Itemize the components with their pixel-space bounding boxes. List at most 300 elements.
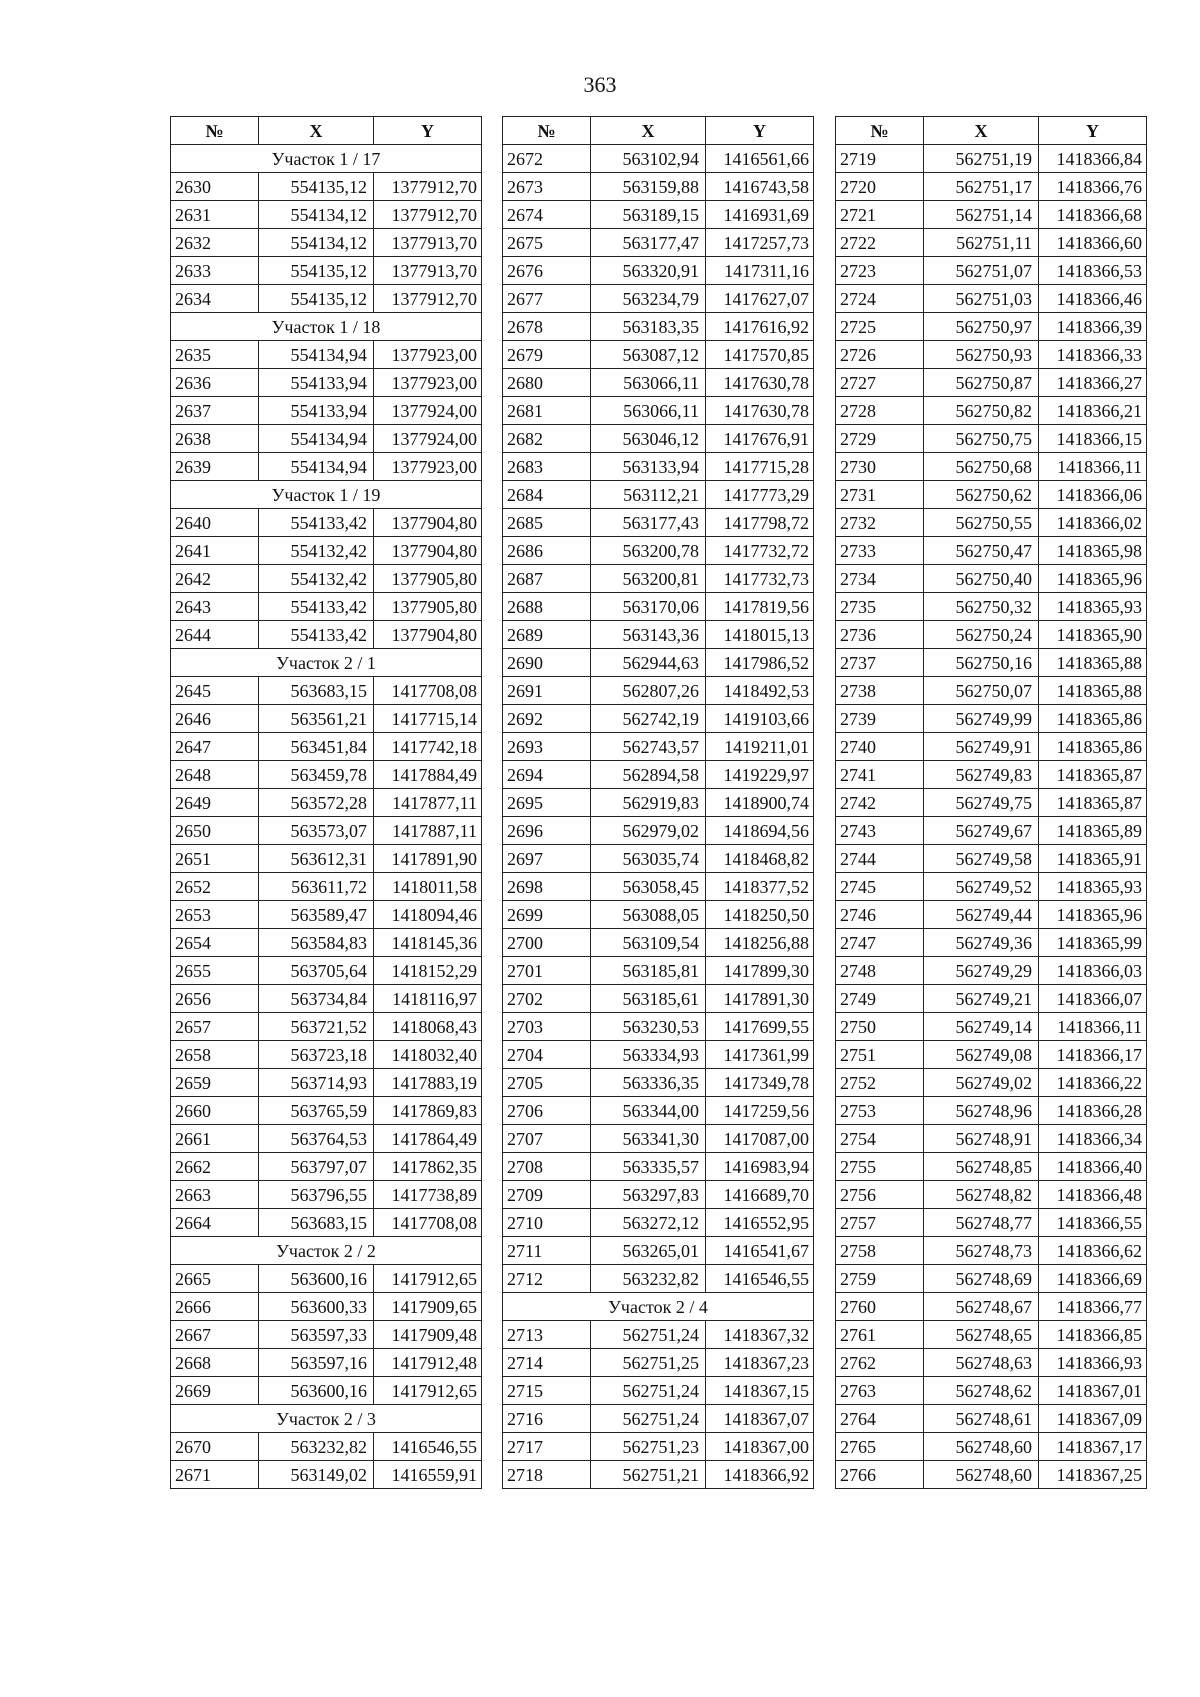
point-number: 2631: [171, 201, 259, 229]
y-coordinate: 1417862,35: [374, 1153, 482, 1181]
y-coordinate: 1418116,97: [374, 985, 482, 1013]
y-coordinate: 1377904,80: [374, 509, 482, 537]
y-coordinate: 1418377,52: [706, 873, 814, 901]
y-coordinate: 1418366,76: [1039, 173, 1147, 201]
x-coordinate: 554135,12: [259, 257, 374, 285]
section-row: [171, 649, 482, 677]
point-number: 2662: [171, 1153, 259, 1181]
table-row: [503, 1069, 814, 1097]
section-title: Участок 1 / 19: [171, 481, 482, 509]
point-number: 2637: [171, 397, 259, 425]
table-row: [836, 929, 1147, 957]
y-coordinate: 1418366,03: [1039, 957, 1147, 985]
point-number: 2729: [836, 425, 924, 453]
x-coordinate: 563723,18: [259, 1041, 374, 1069]
x-coordinate: 563320,91: [591, 257, 706, 285]
point-number: 2693: [503, 733, 591, 761]
point-number: 2756: [836, 1181, 924, 1209]
y-coordinate: 1377912,70: [374, 201, 482, 229]
x-coordinate: 554132,42: [259, 537, 374, 565]
y-coordinate: 1418366,92: [706, 1461, 814, 1489]
table-row: [836, 621, 1147, 649]
table-row: [836, 1153, 1147, 1181]
point-number: 2723: [836, 257, 924, 285]
table-row: [171, 425, 482, 453]
y-coordinate: 1416689,70: [706, 1181, 814, 1209]
point-number: 2751: [836, 1041, 924, 1069]
x-coordinate: 563334,93: [591, 1041, 706, 1069]
y-coordinate: 1416931,69: [706, 201, 814, 229]
x-coordinate: 563451,84: [259, 733, 374, 761]
table-row: [836, 845, 1147, 873]
x-coordinate: 563183,35: [591, 313, 706, 341]
y-coordinate: 1417887,11: [374, 817, 482, 845]
y-coordinate: 1377913,70: [374, 257, 482, 285]
table-row: [503, 1349, 814, 1377]
section-title: Участок 2 / 2: [171, 1237, 482, 1265]
x-coordinate: 562749,91: [924, 733, 1039, 761]
table-row: [171, 1377, 482, 1405]
y-coordinate: 1418366,60: [1039, 229, 1147, 257]
y-coordinate: 1418492,53: [706, 677, 814, 705]
x-coordinate: 563200,78: [591, 537, 706, 565]
y-coordinate: 1417912,65: [374, 1377, 482, 1405]
y-coordinate: 1418367,09: [1039, 1405, 1147, 1433]
y-coordinate: 1418366,85: [1039, 1321, 1147, 1349]
point-number: 2733: [836, 537, 924, 565]
point-number: 2749: [836, 985, 924, 1013]
table-row: [503, 229, 814, 257]
table-row: [503, 649, 814, 677]
table-row: [503, 1237, 814, 1265]
point-number: 2649: [171, 789, 259, 817]
table-row: [503, 397, 814, 425]
point-number: 2692: [503, 705, 591, 733]
table-row: [836, 369, 1147, 397]
y-coordinate: 1417630,78: [706, 397, 814, 425]
x-coordinate: 554134,94: [259, 341, 374, 369]
table-header-row: [836, 117, 1147, 145]
x-coordinate: 562748,65: [924, 1321, 1039, 1349]
x-coordinate: 554134,12: [259, 229, 374, 257]
x-coordinate: 563189,15: [591, 201, 706, 229]
point-number: 2717: [503, 1433, 591, 1461]
header-num: №: [171, 117, 259, 145]
y-coordinate: 1417616,92: [706, 313, 814, 341]
point-number: 2739: [836, 705, 924, 733]
point-number: 2644: [171, 621, 259, 649]
x-coordinate: 562748,96: [924, 1097, 1039, 1125]
table-row: [171, 229, 482, 257]
x-coordinate: 562751,17: [924, 173, 1039, 201]
y-coordinate: 1417699,55: [706, 1013, 814, 1041]
x-coordinate: 563232,82: [591, 1265, 706, 1293]
table-row: [836, 1293, 1147, 1321]
y-coordinate: 1418365,89: [1039, 817, 1147, 845]
point-number: 2740: [836, 733, 924, 761]
table-row: [171, 1069, 482, 1097]
table-row: [836, 817, 1147, 845]
table-row: [503, 593, 814, 621]
point-number: 2670: [171, 1433, 259, 1461]
y-coordinate: 1418366,55: [1039, 1209, 1147, 1237]
x-coordinate: 563336,35: [591, 1069, 706, 1097]
table-row: [836, 1461, 1147, 1489]
table-row: [171, 1125, 482, 1153]
x-coordinate: 563230,53: [591, 1013, 706, 1041]
table-row: [836, 1405, 1147, 1433]
point-number: 2659: [171, 1069, 259, 1097]
point-number: 2712: [503, 1265, 591, 1293]
point-number: 2694: [503, 761, 591, 789]
point-number: 2752: [836, 1069, 924, 1097]
point-number: 2731: [836, 481, 924, 509]
y-coordinate: 1418365,86: [1039, 733, 1147, 761]
x-coordinate: 562749,02: [924, 1069, 1039, 1097]
point-number: 2668: [171, 1349, 259, 1377]
point-number: 2747: [836, 929, 924, 957]
point-number: 2732: [836, 509, 924, 537]
point-number: 2639: [171, 453, 259, 481]
point-number: 2766: [836, 1461, 924, 1489]
y-coordinate: 1418011,58: [374, 873, 482, 901]
table-row: [836, 1013, 1147, 1041]
y-coordinate: 1417986,52: [706, 649, 814, 677]
point-number: 2688: [503, 593, 591, 621]
point-number: 2656: [171, 985, 259, 1013]
point-number: 2658: [171, 1041, 259, 1069]
point-number: 2713: [503, 1321, 591, 1349]
table-row: [503, 201, 814, 229]
y-coordinate: 1418365,96: [1039, 901, 1147, 929]
table-row: [836, 1349, 1147, 1377]
table-row: [503, 733, 814, 761]
y-coordinate: 1417909,65: [374, 1293, 482, 1321]
y-coordinate: 1417630,78: [706, 369, 814, 397]
section-row: [171, 1237, 482, 1265]
y-coordinate: 1418366,15: [1039, 425, 1147, 453]
y-coordinate: 1417909,48: [374, 1321, 482, 1349]
x-coordinate: 563088,05: [591, 901, 706, 929]
point-number: 2673: [503, 173, 591, 201]
section-row: [171, 313, 482, 341]
x-coordinate: 562751,07: [924, 257, 1039, 285]
y-coordinate: 1418015,13: [706, 621, 814, 649]
point-number: 2669: [171, 1377, 259, 1405]
point-number: 2715: [503, 1377, 591, 1405]
y-coordinate: 1417570,85: [706, 341, 814, 369]
x-coordinate: 554135,12: [259, 285, 374, 313]
point-number: 2647: [171, 733, 259, 761]
point-number: 2737: [836, 649, 924, 677]
table-row: [503, 425, 814, 453]
table-row: [836, 705, 1147, 733]
table-row: [836, 313, 1147, 341]
section-row: [171, 481, 482, 509]
y-coordinate: 1418367,01: [1039, 1377, 1147, 1405]
x-coordinate: 562742,19: [591, 705, 706, 733]
y-coordinate: 1418367,32: [706, 1321, 814, 1349]
y-coordinate: 1418366,46: [1039, 285, 1147, 313]
point-number: 2760: [836, 1293, 924, 1321]
point-number: 2738: [836, 677, 924, 705]
table-row: [836, 285, 1147, 313]
x-coordinate: 563764,53: [259, 1125, 374, 1153]
point-number: 2700: [503, 929, 591, 957]
y-coordinate: 1417899,30: [706, 957, 814, 985]
table-row: [171, 1349, 482, 1377]
point-number: 2763: [836, 1377, 924, 1405]
table-row: [836, 1041, 1147, 1069]
point-number: 2704: [503, 1041, 591, 1069]
table-row: [503, 1461, 814, 1489]
x-coordinate: 562750,87: [924, 369, 1039, 397]
point-number: 2724: [836, 285, 924, 313]
table-row: [171, 509, 482, 537]
x-coordinate: 562748,63: [924, 1349, 1039, 1377]
table-row: [503, 873, 814, 901]
table-row: [171, 565, 482, 593]
table-row: [171, 1209, 482, 1237]
table-row: [503, 761, 814, 789]
table-row: [171, 1461, 482, 1489]
point-number: 2746: [836, 901, 924, 929]
x-coordinate: 563765,59: [259, 1097, 374, 1125]
table-row: [836, 1209, 1147, 1237]
y-coordinate: 1418468,82: [706, 845, 814, 873]
point-number: 2757: [836, 1209, 924, 1237]
point-number: 2671: [171, 1461, 259, 1489]
point-number: 2685: [503, 509, 591, 537]
table-row: [503, 705, 814, 733]
point-number: 2679: [503, 341, 591, 369]
point-number: 2653: [171, 901, 259, 929]
y-coordinate: 1418365,87: [1039, 789, 1147, 817]
table-row: [836, 425, 1147, 453]
x-coordinate: 563597,16: [259, 1349, 374, 1377]
x-coordinate: 563265,01: [591, 1237, 706, 1265]
section-row: [171, 145, 482, 173]
x-coordinate: 563796,55: [259, 1181, 374, 1209]
table-row: [171, 1433, 482, 1461]
section-title: Участок 2 / 1: [171, 649, 482, 677]
table-row: [171, 1013, 482, 1041]
point-number: 2683: [503, 453, 591, 481]
point-number: 2682: [503, 425, 591, 453]
point-number: 2680: [503, 369, 591, 397]
x-coordinate: 562750,24: [924, 621, 1039, 649]
point-number: 2714: [503, 1349, 591, 1377]
table-row: [836, 957, 1147, 985]
table-row: [503, 1377, 814, 1405]
x-coordinate: 562751,21: [591, 1461, 706, 1489]
y-coordinate: 1417361,99: [706, 1041, 814, 1069]
header-y: Y: [374, 117, 482, 145]
table-row: [503, 677, 814, 705]
x-coordinate: 562749,14: [924, 1013, 1039, 1041]
point-number: 2718: [503, 1461, 591, 1489]
point-number: 2765: [836, 1433, 924, 1461]
table-row: [503, 1321, 814, 1349]
point-number: 2697: [503, 845, 591, 873]
point-number: 2632: [171, 229, 259, 257]
point-number: 2689: [503, 621, 591, 649]
table-row: [836, 509, 1147, 537]
point-number: 2701: [503, 957, 591, 985]
x-coordinate: 562750,75: [924, 425, 1039, 453]
x-coordinate: 562748,82: [924, 1181, 1039, 1209]
point-number: 2645: [171, 677, 259, 705]
header-num: №: [503, 117, 591, 145]
point-number: 2764: [836, 1405, 924, 1433]
table-row: [171, 341, 482, 369]
point-number: 2722: [836, 229, 924, 257]
x-coordinate: 562748,91: [924, 1125, 1039, 1153]
table-row: [836, 397, 1147, 425]
x-coordinate: 562749,52: [924, 873, 1039, 901]
y-coordinate: 1418367,07: [706, 1405, 814, 1433]
y-coordinate: 1377924,00: [374, 397, 482, 425]
table-row: [836, 593, 1147, 621]
x-coordinate: 562749,29: [924, 957, 1039, 985]
x-coordinate: 563170,06: [591, 593, 706, 621]
y-coordinate: 1416561,66: [706, 145, 814, 173]
table-row: [171, 901, 482, 929]
point-number: 2754: [836, 1125, 924, 1153]
x-coordinate: 562749,44: [924, 901, 1039, 929]
table-row: [503, 789, 814, 817]
table-row: [836, 173, 1147, 201]
table-row: [503, 341, 814, 369]
point-number: 2696: [503, 817, 591, 845]
x-coordinate: 563109,54: [591, 929, 706, 957]
point-number: 2642: [171, 565, 259, 593]
y-coordinate: 1417257,73: [706, 229, 814, 257]
point-number: 2758: [836, 1237, 924, 1265]
y-coordinate: 1419103,66: [706, 705, 814, 733]
x-coordinate: 554134,94: [259, 425, 374, 453]
x-coordinate: 563066,11: [591, 397, 706, 425]
table-row: [836, 145, 1147, 173]
coordinates-table-3: [835, 116, 1147, 1489]
table-row: [503, 453, 814, 481]
x-coordinate: 562751,19: [924, 145, 1039, 173]
y-coordinate: 1418365,88: [1039, 677, 1147, 705]
point-number: 2664: [171, 1209, 259, 1237]
header-y: Y: [706, 117, 814, 145]
x-coordinate: 563714,93: [259, 1069, 374, 1097]
table-row: [503, 817, 814, 845]
point-number: 2633: [171, 257, 259, 285]
y-coordinate: 1377923,00: [374, 369, 482, 397]
y-coordinate: 1417864,49: [374, 1125, 482, 1153]
table-row: [171, 705, 482, 733]
x-coordinate: 562749,67: [924, 817, 1039, 845]
y-coordinate: 1418366,33: [1039, 341, 1147, 369]
x-coordinate: 563797,07: [259, 1153, 374, 1181]
coordinates-table-1: [170, 116, 482, 1489]
y-coordinate: 1377905,80: [374, 593, 482, 621]
x-coordinate: 562750,32: [924, 593, 1039, 621]
x-coordinate: 562748,67: [924, 1293, 1039, 1321]
x-coordinate: 554133,42: [259, 593, 374, 621]
x-coordinate: 562751,24: [591, 1321, 706, 1349]
point-number: 2703: [503, 1013, 591, 1041]
y-coordinate: 1416983,94: [706, 1153, 814, 1181]
y-coordinate: 1418367,00: [706, 1433, 814, 1461]
table-row: [503, 1013, 814, 1041]
point-number: 2744: [836, 845, 924, 873]
x-coordinate: 562748,77: [924, 1209, 1039, 1237]
point-number: 2650: [171, 817, 259, 845]
y-coordinate: 1418366,53: [1039, 257, 1147, 285]
table-row: [503, 1041, 814, 1069]
point-number: 2730: [836, 453, 924, 481]
table-row: [836, 901, 1147, 929]
y-coordinate: 1417869,83: [374, 1097, 482, 1125]
table-row: [836, 1125, 1147, 1153]
y-coordinate: 1418366,02: [1039, 509, 1147, 537]
x-coordinate: 554135,12: [259, 173, 374, 201]
point-number: 2684: [503, 481, 591, 509]
y-coordinate: 1417311,16: [706, 257, 814, 285]
x-coordinate: 562749,99: [924, 705, 1039, 733]
x-coordinate: 563149,02: [259, 1461, 374, 1489]
y-coordinate: 1418366,62: [1039, 1237, 1147, 1265]
y-coordinate: 1417259,56: [706, 1097, 814, 1125]
y-coordinate: 1418900,74: [706, 789, 814, 817]
header-x: X: [591, 117, 706, 145]
y-coordinate: 1416743,58: [706, 173, 814, 201]
x-coordinate: 563200,81: [591, 565, 706, 593]
table-row: [836, 229, 1147, 257]
table-row: [836, 1069, 1147, 1097]
x-coordinate: 563561,21: [259, 705, 374, 733]
y-coordinate: 1418366,17: [1039, 1041, 1147, 1069]
point-number: 2755: [836, 1153, 924, 1181]
coordinates-table-2: [502, 116, 814, 1489]
point-number: 2666: [171, 1293, 259, 1321]
x-coordinate: 562751,23: [591, 1433, 706, 1461]
x-coordinate: 563133,94: [591, 453, 706, 481]
x-coordinate: 563721,52: [259, 1013, 374, 1041]
point-number: 2708: [503, 1153, 591, 1181]
y-coordinate: 1417708,08: [374, 1209, 482, 1237]
table-row: [171, 929, 482, 957]
point-number: 2750: [836, 1013, 924, 1041]
table-row: [503, 565, 814, 593]
x-coordinate: 562750,40: [924, 565, 1039, 593]
x-coordinate: 563058,45: [591, 873, 706, 901]
x-coordinate: 562750,93: [924, 341, 1039, 369]
x-coordinate: 563112,21: [591, 481, 706, 509]
x-coordinate: 562750,97: [924, 313, 1039, 341]
y-coordinate: 1418365,98: [1039, 537, 1147, 565]
x-coordinate: 563600,16: [259, 1265, 374, 1293]
x-coordinate: 562807,26: [591, 677, 706, 705]
x-coordinate: 563705,64: [259, 957, 374, 985]
y-coordinate: 1417732,72: [706, 537, 814, 565]
table-row: [836, 1181, 1147, 1209]
point-number: 2743: [836, 817, 924, 845]
table-row: [171, 369, 482, 397]
x-coordinate: 563232,82: [259, 1433, 374, 1461]
point-number: 2691: [503, 677, 591, 705]
y-coordinate: 1418694,56: [706, 817, 814, 845]
point-number: 2711: [503, 1237, 591, 1265]
point-number: 2706: [503, 1097, 591, 1125]
x-coordinate: 562749,58: [924, 845, 1039, 873]
